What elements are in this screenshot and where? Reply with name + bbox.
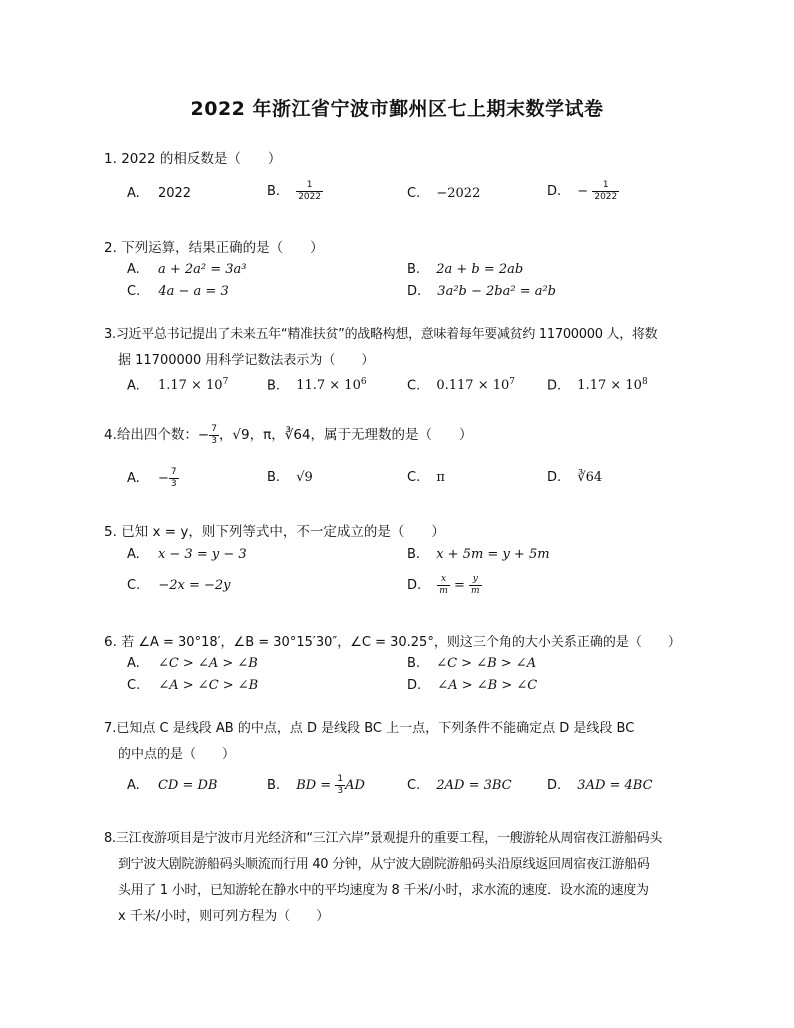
option-c [407,372,515,396]
option-a [127,776,217,796]
fraction-numerator: 1 [592,180,619,192]
option-label: B. [267,184,281,199]
option-label: B. [267,778,281,793]
fraction-numerator: 7 [170,467,177,477]
option-c [127,282,229,302]
option-b [267,372,367,396]
option-label: C. [127,284,141,299]
question-stem: 已知 x = y，则下列等式中，不一定成立的是（ ） [121,524,445,540]
option-value: 2022 [157,186,192,201]
fraction-numerator: y [469,574,482,586]
option-value: x − 3 = y − 3 [157,547,247,562]
question-5 [104,519,704,545]
exam-title: 2022 年浙江省宁波市鄞州区七上期末数学试卷 [190,98,604,120]
question-stem-line3: 头用了 1 小时，已知游轮在静水中的平均速度为 8 千米/小时，求水流的速度．设水流的速度为 [118,883,649,898]
question-stem-line1: 三江夜游项目是宁波市月光经济和“三江六岸”景观提升的重要工程，一艘游轮从周宿夜江游船码头 [115,831,663,846]
fraction-denominator: 3 [170,479,177,489]
option-value: 3a²b − 2ba² = a²b [437,284,557,299]
option-b [267,180,323,203]
option-sign: − [157,471,169,486]
question-3 [104,322,704,374]
option-b [407,260,523,280]
option-value: ∠C > ∠B > ∠A [436,656,537,671]
option-sign: − [577,184,589,199]
question-stem-prefix: 给出四个数：− [116,427,210,443]
question-2 [104,235,704,261]
question-7 [104,716,714,768]
option-value: a + 2a² = 3a³ [157,262,247,277]
option-label: D. [407,578,422,593]
option-fraction [335,774,345,797]
option-d [407,282,556,302]
option-prefix: BD = [296,778,336,793]
question-stem-line1: 习近平总书记提出了未来五年“精准扶贫”的战略构想，意味着每年要减贫约 11700000 人，将数 [115,327,658,342]
question-stem-line2: 到宁波大剧院游船码头顺流而行用 40 分钟，从宁波大剧院游船码头沿原线返回周宿夜江游船码 [118,857,650,872]
option-label: C. [407,378,421,394]
option-c [407,184,480,204]
option-exponent: 6 [360,377,367,387]
option-d [407,676,537,696]
question-number: 8. [104,831,116,846]
option-fraction [296,180,323,203]
option-base: 11.7 × 10 [296,378,361,394]
question-stem-line4: x 千米/小时，则可列方程为（ ） [118,909,330,924]
option-label: A. [127,547,140,562]
fraction-numerator: 1 [337,774,344,784]
option-b [407,545,550,565]
option-d [547,776,653,796]
option-b [267,774,365,797]
option-label: D. [547,778,562,793]
option-label: C. [407,778,421,793]
option-label: D. [407,284,422,299]
question-8 [104,826,714,930]
option-fraction [437,574,450,597]
option-exponent: 8 [641,377,648,387]
fraction-denominator: 2022 [298,192,322,202]
option-label: C. [407,186,421,201]
option-c [127,576,231,596]
question-number: 1. [104,151,117,167]
option-b [267,468,313,488]
question-stem-line2: 的中点的是（ ） [118,747,236,762]
option-value: −2x = −2y [158,578,231,593]
option-value: ∠C > ∠A > ∠B [157,656,258,671]
option-label: C. [127,678,141,693]
option-value: x + 5m = y + 5m [436,547,550,562]
option-label: D. [547,378,562,394]
fraction-numerator: 1 [296,180,323,192]
option-label: A. [127,778,140,793]
option-suffix: AD [345,778,365,793]
option-label: A. [127,186,140,201]
option-value: 4a − a = 3 [158,284,229,299]
option-label: D. [547,470,562,485]
fraction-denominator: m [439,586,448,596]
question-number: 7. [104,721,117,736]
question-number: 3. [104,327,116,342]
option-label: B. [267,378,281,394]
question-stem: 若 ∠A = 30°18′，∠B = 30°15′30″，∠C = 30.25°，则这三个角的大小关系正确的是（ ） [121,635,681,650]
option-value: 3AD = 4BC [577,778,653,793]
question-number: 6. [104,634,117,650]
fraction-numerator: x [437,574,450,586]
option-d [547,468,602,488]
option-label: B. [407,262,421,277]
option-a [127,372,228,396]
option-value: √9 [296,470,313,485]
option-b [407,654,536,674]
question-stem: 2022 的相反数是（ ） [121,151,282,167]
option-a [127,545,247,565]
option-exponent: 7 [509,377,516,387]
option-label: A. [127,471,140,486]
option-d [547,372,648,396]
question-number: 5. [104,524,117,540]
option-value: −2022 [436,186,481,201]
option-value: π [436,470,445,485]
option-value: 2AD = 3BC [436,778,512,793]
option-value: ∠A > ∠C > ∠B [158,678,259,693]
option-label: A. [127,656,140,671]
question-number: 4. [104,427,117,443]
question-stem-line2: 据 11700000 用科学记数法表示为（ ） [118,353,375,368]
option-label: A. [127,378,140,394]
option-exponent: 7 [222,377,229,387]
option-fraction [169,467,179,490]
question-1 [104,146,704,172]
option-a [127,654,258,674]
question-stem-line1: 已知点 C 是线段 AB 的中点，点 D 是线段 BC 上一点，下列条件不能确定点 D 是线段 BC [116,721,635,736]
fraction-denominator: 2022 [594,192,618,202]
question-6 [104,629,724,656]
fraction-denominator: m [471,586,480,596]
question-stem-suffix: ，√9，π，∛64，属于无理数的是（ ） [218,427,473,443]
option-d [407,574,482,597]
option-value: 2a + b = 2ab [436,262,524,277]
question-number: 2. [104,240,117,256]
option-label: B. [267,470,281,485]
question-stem: 下列运算，结果正确的是（ ） [121,240,324,256]
fraction-denominator: 3 [211,435,217,446]
option-label: A. [127,262,140,277]
equals-sign: = [449,578,470,593]
option-label: C. [127,578,141,593]
option-c [127,676,258,696]
option-c [407,468,445,488]
option-d [547,180,619,203]
option-base: 0.117 × 10 [436,378,510,394]
option-a [127,467,179,490]
option-value: ∠A > ∠B > ∠C [437,678,538,693]
option-base: 1.17 × 10 [577,378,642,394]
fraction-denominator: 3 [337,786,344,796]
option-label: D. [407,678,422,693]
option-value: ∛64 [577,470,603,485]
option-fraction [592,180,619,203]
option-label: C. [407,470,421,485]
stem-fraction [209,424,219,447]
option-c [407,776,512,796]
option-base: 1.17 × 10 [157,378,223,394]
question-4 [104,422,704,448]
option-a [127,260,246,280]
option-a [127,184,191,204]
option-label: D. [547,184,562,199]
option-label: B. [407,656,421,671]
option-value: CD = DB [157,778,218,793]
option-label: B. [407,547,421,562]
option-fraction-2 [469,574,482,597]
fraction-numerator: 7 [211,423,217,434]
